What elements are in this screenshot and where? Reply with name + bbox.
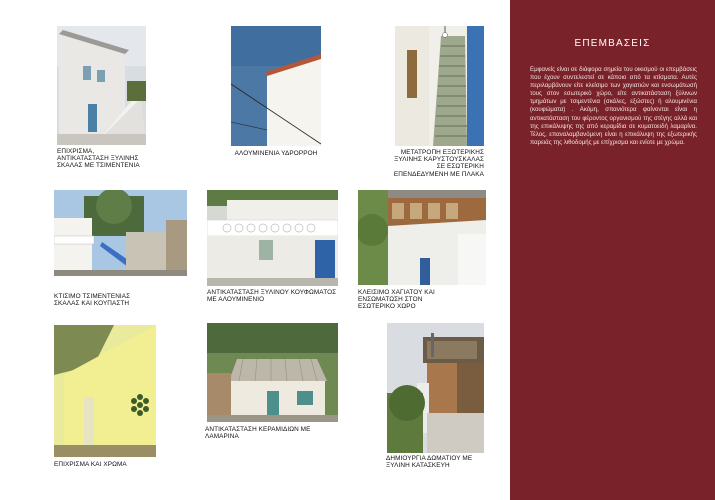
photo-caption: ΕΠΙΧΡΙΣΜΑ ΚΑΙ ΧΡΩΜΑ xyxy=(54,461,127,468)
photo-aluminium-gutter xyxy=(231,26,321,146)
sidebar-text: Εμφανείς είναι σε διάφορα σημεία του οικισμού οι επεμβάσεις που έχουν συντελεστεί σε κάποιο από τα κτίσματα. Αυτές περιλαμβάνουν είτε κλείσιμο των χαγιατιών και ενσωμάτωσή τους στον εσωτερικό χώρο, είτε αντικατάσταση ξύλινων τμημάτων με τσιμεντένια (σκάλες, εξώστες) ή αλουμινένια (κουφώματα) . Ακόμη, σπανιότερα φαίνονται είναι η αντικατάσταση του φέροντος οργανισμού της στέγης αλλά και της επικάλυψης της από κεραμίδια σε κυματοειδή λαμαρίνα. Τέλος, επαναλαμβανόμενη είναι η επικάλυψη της εξωτερικής παρειάς της λιθοδομής με επίχρισμα και ενίοτε με χρώμα. xyxy=(530,66,697,146)
photo-wooden-room xyxy=(387,323,484,453)
photo-caption: ΚΤΙΣΙΜΟ ΤΣΙΜΕΝΤΕΝΙΑΣ ΣΚΑΛΑΣ ΚΑΙ ΚΟΥΠΑΣΤΗ xyxy=(54,293,131,308)
photo-caption: ΑΛΟΥΜΙΝΕΝΙΑ ΥΔΡΟΡΡΟΗ xyxy=(234,150,318,157)
photo-enclosed-balcony xyxy=(358,190,486,285)
photo-caption: ΑΝΤΙΚΑΤΑΣΤΑΣΗ ΚΕΡΑΜΙΔΙΩΝ ΜΕ ΛΑΜΑΡΙΝΑ xyxy=(205,426,311,441)
sidebar-title: ΕΠΕΜΒΑΣΕΙΣ xyxy=(574,38,651,49)
photo-interior-stair xyxy=(395,26,484,146)
sidebar-panel xyxy=(510,0,715,500)
photo-caption: ΑΝΤΙΚΑΤΑΣΤΑΣΗ ΞΥΛΙΝΟΥ ΚΟΥΦΩΜΑΤΟΣ ΜΕ ΑΛΟΥΜΙΝΕΝΙΟ xyxy=(207,289,337,304)
photo-plaster-paint xyxy=(54,325,156,457)
photo-cement-stair-railing xyxy=(54,190,187,276)
photo-cement-stair xyxy=(57,26,146,145)
photo-tin-roof xyxy=(207,323,338,422)
photo-caption: ΚΛΕΙΣΙΜΟ ΧΑΓΙΑΤΟΥ ΚΑΙ ΕΝΣΩΜΑΤΩΣΗ ΣΤΟΝ ΕΣΩΤΕΡΙΚΟ ΧΩΡΟ xyxy=(358,289,435,311)
photo-aluminium-frame xyxy=(207,190,338,286)
photo-caption: ΕΠΙΧΡΙΣΜΑ, ΑΝΤΙΚΑΤΑΣΤΑΣΗ ΞΥΛΙΝΗΣ ΣΚΑΛΑΣ ΜΕ ΤΣΙΜΕΝΤΕΝΙΑ xyxy=(57,148,140,170)
photo-caption: ΜΕΤΑΤΡΟΠΗ ΕΞΩΤΕΡΙΚΗΣ ΞΥΛΙΝΗΣ ΚΑΡΥΣΤΟΥΣΚΑΛΑΣ ΣΕ ΕΣΩΤΕΡΙΚΗ ΕΠΕΝΔΕΔΥΜΕΝΗ ΜΕ ΠΛΑΚΑ xyxy=(393,149,484,178)
photo-caption: ΔΗΜΙΟΥΡΓΙΑ ΔΩΜΑΤΙΟΥ ΜΕ ΞΥΛΙΝΗ ΚΑΤΑΣΚΕΥΗ xyxy=(386,455,473,470)
